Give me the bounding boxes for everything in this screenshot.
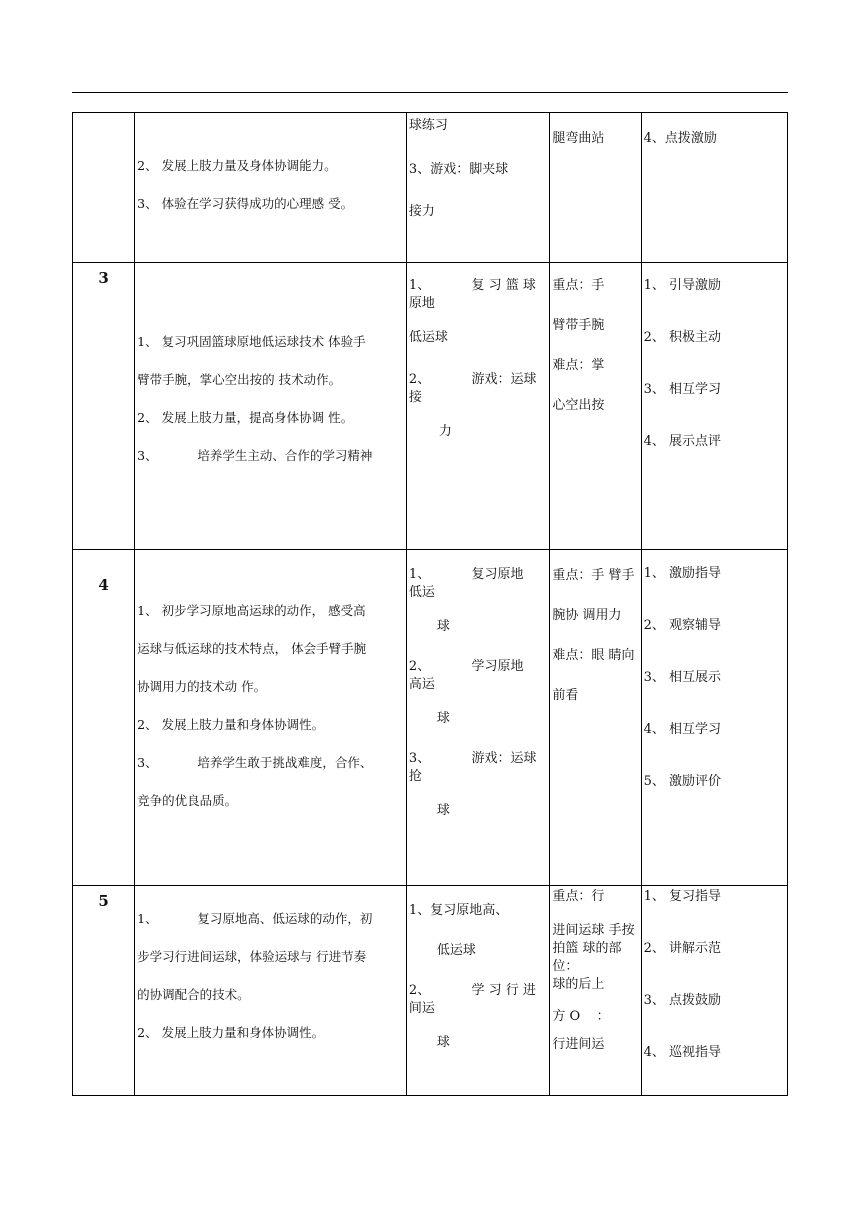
- content-line: 低运球: [408, 330, 448, 345]
- objective-line: 3、 培养学生主动、合作的学习精神: [137, 448, 373, 463]
- content-line: 球: [436, 619, 450, 634]
- focus-cell: [550, 886, 641, 1096]
- methods-cell: [641, 550, 787, 886]
- objective-line: 2、 发展上肢力量和身体协调性。: [137, 1025, 325, 1040]
- content-cell: [406, 113, 549, 263]
- focus-cell: [550, 113, 641, 263]
- objective-line: 协调用力的技术动 作。: [137, 679, 267, 694]
- content-line: 间运: [408, 1001, 435, 1016]
- content-line: 球练习: [408, 118, 448, 133]
- focus-line: 腿弯曲站: [552, 131, 605, 146]
- content-line: 3、 游戏：运球: [408, 751, 537, 766]
- method-line: 1、 激励指导: [643, 566, 721, 581]
- table-row: [73, 263, 788, 550]
- content-line: 高运: [408, 677, 435, 692]
- objective-line: 竞争的优良品质。: [137, 793, 238, 808]
- content-line: 2、 学 习 行 进: [408, 983, 536, 998]
- content-line: 2、 学习原地: [408, 659, 524, 674]
- methods-cell: [641, 886, 787, 1096]
- objective-line: 步学习行进间运球，体验运球与 行进节奏: [137, 949, 367, 964]
- content-line: 球: [436, 803, 450, 818]
- focus-line: 心空出按: [552, 398, 605, 413]
- objective-line: 臂带手腕，掌心空出按的 技术动作。: [137, 372, 342, 387]
- objective-line: 3、 培养学生敢于挑战难度，合作、: [137, 755, 373, 770]
- content-line: 3、游戏：脚夹球: [408, 162, 509, 177]
- table-row: [73, 113, 788, 263]
- focus-line: 球的后上: [552, 977, 605, 992]
- objective-line: 1、 初步学习原地高运球的动作， 感受高: [137, 603, 366, 618]
- focus-line: 难点：眼 睛向: [552, 648, 635, 663]
- focus-line: 拍篮 球的部: [552, 941, 622, 956]
- focus-line: 腕协 调用力: [552, 608, 622, 623]
- method-line: 5、 激励评价: [643, 774, 721, 789]
- content-line: 1、 复习原地: [408, 567, 524, 582]
- method-line: 2、 观察辅导: [643, 618, 721, 633]
- focus-cell: [550, 550, 641, 886]
- content-line: 接: [408, 390, 422, 405]
- content-cell: [406, 886, 549, 1096]
- method-line: 3、 点拨鼓励: [643, 993, 721, 1008]
- method-line: 2、 积极主动: [643, 330, 721, 345]
- focus-line: 方 O ：: [552, 1009, 610, 1024]
- content-cell: [406, 550, 549, 886]
- method-line: 1、 复习指导: [643, 889, 721, 904]
- focus-line: 重点：手 臂手: [552, 568, 635, 583]
- focus-line: 重点：行: [552, 889, 605, 904]
- objective-line: 2、 发展上肢力量和身体协调性。: [137, 717, 325, 732]
- objective-line: 2、 发展上肢力量及身体协调能力。: [137, 158, 337, 173]
- focus-line: 行进间运: [552, 1037, 605, 1052]
- focus-line: 臂带手腕: [552, 318, 605, 333]
- content-line: 低运: [408, 585, 435, 600]
- content-line: 球: [436, 711, 450, 726]
- objective-line: 2、 发展上肢力量，提高身体协调 性。: [137, 410, 354, 425]
- lesson-number: 5: [73, 886, 135, 1096]
- header-rule: [72, 92, 788, 93]
- content-line: 1、 复 习 篮 球: [408, 278, 536, 293]
- method-line: 4、 巡视指导: [643, 1045, 721, 1060]
- objective-line: 的协调配合的技术。: [137, 987, 250, 1002]
- methods-cell: [641, 263, 787, 550]
- method-line: 2、 讲解示范: [643, 941, 721, 956]
- focus-line: 重点：手: [552, 278, 605, 293]
- method-line: 4、 相互学习: [643, 722, 721, 737]
- lesson-number: [73, 113, 135, 263]
- lesson-plan-table: [72, 112, 788, 1096]
- objectives-cell: [135, 550, 407, 886]
- focus-line: 进间运球 手按: [552, 923, 635, 938]
- objectives-cell: [135, 113, 407, 263]
- focus-line: 前看: [552, 688, 579, 703]
- method-line: 3、 相互展示: [643, 670, 721, 685]
- content-cell: [406, 263, 549, 550]
- content-line: 力: [438, 424, 452, 439]
- focus-line: 难点：掌: [552, 358, 605, 373]
- objectives-cell: [135, 263, 407, 550]
- lesson-number: 4: [73, 550, 135, 886]
- method-line: 1、 引导激励: [643, 278, 721, 293]
- content-line: 2、 游戏：运球: [408, 372, 537, 387]
- objective-line: 3、 体验在学习获得成功的心理感 受。: [137, 196, 354, 211]
- content-line: 原地: [408, 296, 435, 311]
- method-line: 4、点拨激励: [643, 131, 717, 146]
- content-line: 球: [436, 1035, 450, 1050]
- table-row: [73, 886, 788, 1096]
- content-line: 接力: [408, 204, 435, 219]
- content-line: 1、复习原地高、: [408, 903, 509, 918]
- methods-cell: [641, 113, 787, 263]
- objective-line: 运球与低运球的技术特点， 体会手臂手腕: [137, 641, 367, 656]
- lesson-number: 3: [73, 263, 135, 550]
- objective-line: 1、 复习原地高、低运球的动作，初: [137, 911, 373, 926]
- objective-line: 1、 复习巩固篮球原地低运球技术 体验手: [137, 334, 366, 349]
- content-line: 抢: [408, 769, 422, 784]
- focus-cell: [550, 263, 641, 550]
- table-row: [73, 550, 788, 886]
- focus-line: 位：: [552, 959, 579, 974]
- objectives-cell: [135, 886, 407, 1096]
- content-line: 低运球: [436, 943, 476, 958]
- method-line: 4、 展示点评: [643, 434, 721, 449]
- method-line: 3、 相互学习: [643, 382, 721, 397]
